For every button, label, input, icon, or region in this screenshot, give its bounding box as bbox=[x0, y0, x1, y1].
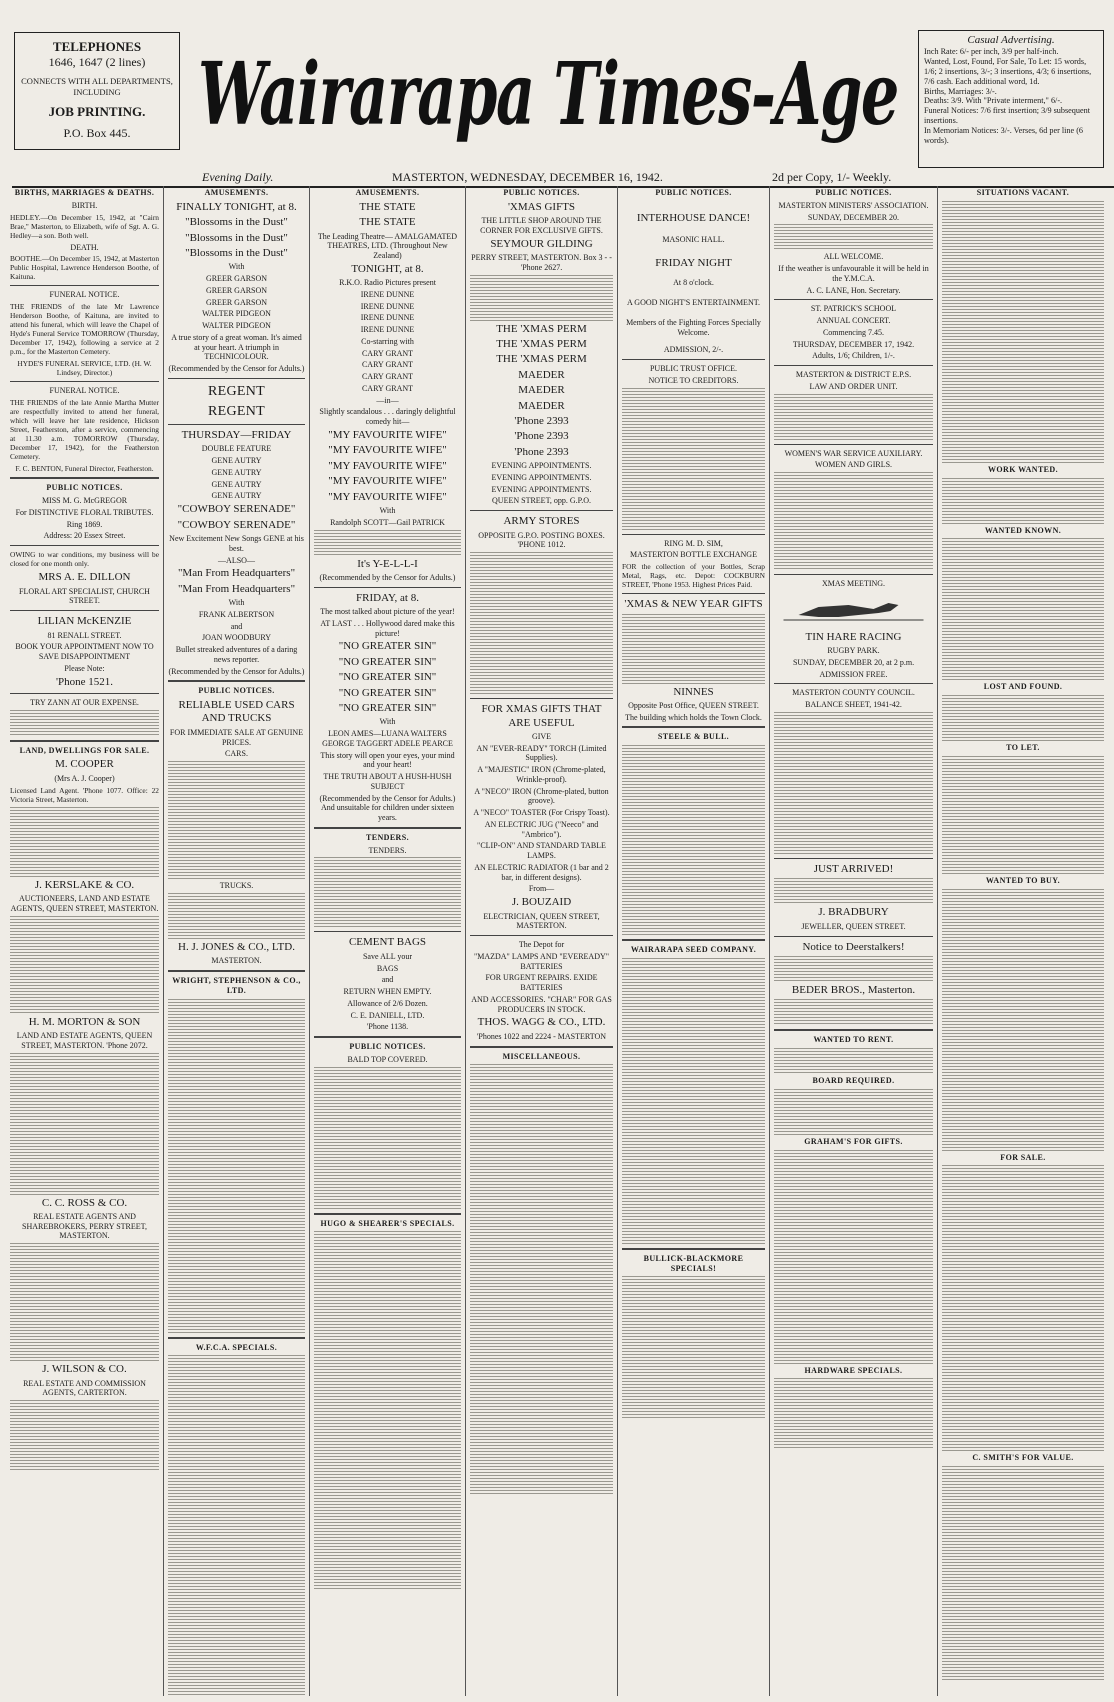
star-name: GENE AUTRY bbox=[211, 479, 262, 489]
star-name: LEON AMES—LUANA WALTERS GEORGE TAGGERT ADELE PEARCE bbox=[322, 729, 453, 748]
ad-name: MAEDER bbox=[518, 368, 565, 381]
ad-line: BAGS bbox=[376, 963, 399, 973]
ad-headline: FOR XMAS GIFTS THAT ARE USEFUL bbox=[481, 703, 602, 729]
casual-line: Births, Marriages: 3/-. bbox=[924, 86, 997, 96]
star-name: CARY GRANT bbox=[361, 383, 414, 393]
ad-name: SEYMOUR GILDING bbox=[490, 237, 593, 250]
ad-line: SUNDAY, DECEMBER 20. bbox=[807, 212, 900, 222]
ad-headline: JUST ARRIVED! bbox=[813, 862, 894, 875]
film-title: "NO GREATER SIN" bbox=[338, 671, 437, 684]
ad-line: With bbox=[228, 598, 245, 608]
ad-name: C. C. ROSS & CO. bbox=[41, 1196, 128, 1209]
ad-name: J. KERSLAKE & CO. bbox=[34, 878, 135, 891]
ad-name: C. E. DANIELL, LTD. bbox=[350, 1010, 425, 1020]
ad-line: The building which holds the Town Clock. bbox=[625, 712, 762, 722]
ad-phone: 'Phone 2393 bbox=[514, 430, 569, 443]
ad-line: AT LAST . . . Hollywood dared make this picture! bbox=[320, 618, 455, 638]
star-name: GREER GARSON bbox=[205, 297, 268, 307]
masthead bbox=[6, 6, 1108, 184]
section-heading: WAIRARAPA SEED COMPANY. bbox=[630, 945, 757, 955]
ad-name: LILIAN McKENZIE bbox=[37, 615, 132, 628]
ad-line: The most talked about picture of the year! bbox=[320, 607, 455, 617]
ad-name: WOMEN'S WAR SERVICE AUXILIARY. bbox=[784, 448, 923, 458]
ad-phone: 'Phone 2393 bbox=[514, 415, 569, 427]
ad-line: FLORAL ART SPECIALIST, CHURCH STREET. bbox=[19, 586, 150, 606]
star-name: CARY GRANT bbox=[361, 360, 414, 370]
section-heading: LOST AND FOUND. bbox=[983, 682, 1063, 692]
tel-pobox: P.O. Box 445. bbox=[63, 125, 131, 140]
ad-line: "CLIP-ON" AND STANDARD TABLE LAMPS. bbox=[477, 841, 606, 861]
dateline: MASTERTON, WEDNESDAY, DECEMBER 16, 1942. bbox=[392, 170, 663, 184]
ad-line: RUGBY PARK. bbox=[827, 646, 880, 656]
ad-name: M. COOPER bbox=[55, 758, 114, 771]
ad-headline: FRIDAY NIGHT bbox=[655, 256, 732, 269]
death-heading: DEATH. bbox=[70, 242, 99, 252]
ad-line: MASONIC HALL. bbox=[662, 235, 725, 245]
film-title: "NO GREATER SIN" bbox=[338, 655, 437, 668]
funeral-signature: HYDE'S FUNERAL SERVICE, LTD. (H. W. Lindsey, Director.) bbox=[17, 359, 152, 378]
ad-phone: 'Phone 1521. bbox=[56, 675, 113, 688]
section-heading: STEELE & BULL. bbox=[657, 732, 730, 742]
section-heading: PUBLIC NOTICES. bbox=[503, 188, 580, 197]
ad-line: With bbox=[379, 717, 396, 727]
star-name: IRENE DUNNE bbox=[360, 289, 415, 299]
star-name: CARY GRANT bbox=[361, 348, 414, 358]
star-name: GENE AUTRY bbox=[211, 456, 262, 466]
column-1 bbox=[6, 186, 164, 1696]
ad-line: GIVE bbox=[531, 731, 552, 741]
ad-line: Opposite Post Office, QUEEN STREET. bbox=[628, 700, 759, 710]
ad-line: THURSDAY, DECEMBER 17, 1942. bbox=[792, 339, 915, 349]
star-name: WALTER PIDGEON bbox=[202, 321, 271, 331]
section-heading: WANTED KNOWN. bbox=[984, 525, 1062, 535]
section-heading: BULLICK-BLACKMORE SPECIALS! bbox=[643, 1253, 744, 1273]
film-title: "MY FAVOURITE WIFE" bbox=[328, 475, 447, 488]
ad-name: MAEDER bbox=[518, 399, 565, 412]
ad-line: It's Y-E-L-L-I bbox=[357, 557, 418, 570]
film-title: "COWBOY SERENADE" bbox=[177, 503, 296, 516]
ad-line: —in— bbox=[376, 395, 399, 405]
tel-job-printing: JOB PRINTING. bbox=[48, 103, 146, 119]
film-title: "Blossoms in the Dust" bbox=[185, 231, 288, 244]
tel-connects: CONNECTS WITH ALL DEPARTMENTS, INCLUDING bbox=[21, 76, 173, 97]
ad-name: MASTERTON & DISTRICT E.P.S. bbox=[795, 370, 912, 379]
ad-name: MASTERTON COUNTY COUNCIL. bbox=[792, 688, 915, 698]
ad-line: THURSDAY—FRIDAY bbox=[181, 429, 292, 442]
ad-line: AND ACCESSORIES. "CHAR" FOR GAS PRODUCERS IN STOCK. bbox=[471, 994, 612, 1014]
ad-headline: RELIABLE USED CARS AND TRUCKS bbox=[178, 699, 295, 725]
star-name: GREER GARSON bbox=[205, 274, 268, 284]
ad-line: ELECTRICIAN, QUEEN STREET, MASTERTON. bbox=[483, 911, 600, 931]
ad-line: RETURN WHEN EMPTY. bbox=[343, 987, 432, 996]
casual-line: Wanted, Lost, Found, For Sale, To Let: 15 words, 1/6; 2 insertions, 3/-; 3 insertions, 4/3; 6 insertions, 7/6 cash. Each additional word, 1d. bbox=[924, 57, 1092, 86]
ad-line: With bbox=[228, 262, 245, 272]
ad-line: XMAS MEETING. bbox=[821, 579, 886, 588]
section-heading: BOARD REQUIRED. bbox=[812, 1076, 895, 1086]
ad-headline: THE 'XMAS PERM bbox=[496, 337, 587, 350]
ad-line: 81 RENALL STREET. bbox=[47, 630, 122, 640]
section-heading: LAND, DWELLINGS FOR SALE. bbox=[19, 745, 150, 755]
section-heading: TENDERS. bbox=[366, 832, 409, 842]
ad-name: MRS A. E. DILLON bbox=[38, 571, 131, 584]
column-6 bbox=[770, 186, 938, 1696]
ad-line: TENDERS. bbox=[368, 845, 407, 855]
ad-name: J. BRADBURY bbox=[818, 906, 889, 919]
theatre-name: THE STATE bbox=[359, 216, 416, 229]
film-title: "MY FAVOURITE WIFE" bbox=[328, 490, 447, 503]
section-heading: MISCELLANEOUS. bbox=[502, 1051, 581, 1061]
censor-note: (Recommended by the Censor for Adults.) And unsuitable for children under sixteen years. bbox=[319, 793, 456, 823]
casual-line: Funeral Notices: 7/6 first insertion; 3/9 subsequent insertions. bbox=[924, 106, 1091, 126]
ad-name: NINNES bbox=[673, 685, 714, 698]
star-name: JOAN WOODBURY bbox=[202, 633, 271, 643]
ad-line: The Leading Theatre— AMALGAMATED THEATRES, LTD. (Throughout New Zealand) bbox=[317, 231, 458, 261]
ad-line: Slightly scandalous . . . daringly delightful comedy hit— bbox=[319, 407, 456, 427]
ad-line: NOTICE TO CREDITORS. bbox=[648, 375, 739, 385]
column-4 bbox=[466, 186, 618, 1696]
ad-line: BOOK YOUR APPOINTMENT NOW TO SAVE DISAPPOINTMENT bbox=[15, 642, 154, 662]
ad-line: JEWELLER, QUEEN STREET. bbox=[801, 921, 906, 931]
ad-line: —ALSO— bbox=[218, 555, 255, 565]
censor-note: (Recommended by the Censor for Adults.) bbox=[319, 572, 456, 582]
theatre-name: THE STATE bbox=[359, 200, 416, 213]
star-name: IRENE DUNNE bbox=[360, 301, 415, 311]
dateline-bar bbox=[12, 168, 1114, 188]
telephone-box bbox=[14, 32, 180, 150]
funeral-notice: THE FRIENDS of the late Annie Martha Mutter are respectfully invited to attend her funeral, which will leave her late residence, Hickson Street, Featherston, after a service, commencing at 11.30 a.m. TOMORROW (Thursday, December 17, 1942), for the Featherston Cemetery. bbox=[10, 398, 159, 462]
ad-line: A true story of a great woman. It's aimed at your heart. A triumph in TECHNICOLOUR. bbox=[171, 332, 302, 362]
ad-headline: TIN HARE RACING bbox=[805, 630, 902, 643]
ad-line: AUCTIONEERS, LAND AND ESTATE AGENTS, QUEEN STREET, MASTERTON. bbox=[10, 894, 159, 913]
ad-line: Allowance of 2/6 Dozen. bbox=[347, 998, 428, 1008]
section-heading: FOR SALE. bbox=[1000, 1152, 1046, 1162]
section-heading: SITUATIONS VACANT. bbox=[976, 188, 1070, 197]
ad-line: 'Phone 1138. bbox=[366, 1022, 409, 1032]
column-2 bbox=[164, 186, 310, 1696]
edition: Evening Daily. bbox=[202, 170, 274, 184]
ad-line: DOUBLE FEATURE bbox=[201, 444, 272, 454]
film-title: "MY FAVOURITE WIFE" bbox=[328, 444, 447, 457]
ad-name: MAEDER bbox=[518, 384, 565, 397]
ad-name: MASTERTON MINISTERS' ASSOCIATION. bbox=[778, 200, 929, 210]
ad-line: EVENING APPOINTMENTS. bbox=[491, 461, 592, 471]
section-heading: WANTED TO RENT. bbox=[813, 1035, 894, 1045]
ad-headline: THE 'XMAS PERM bbox=[496, 322, 587, 335]
star-name: Randolph SCOTT—Gail PATRICK bbox=[330, 517, 445, 527]
casual-advertising-box bbox=[918, 30, 1104, 168]
ad-line: The Depot for bbox=[518, 940, 565, 950]
section-heading: PUBLIC NOTICES. bbox=[655, 188, 732, 197]
ad-name: BEDER BROS., Masterton. bbox=[791, 983, 916, 996]
funeral-heading: FUNERAL NOTICE. bbox=[49, 290, 120, 300]
column-7 bbox=[938, 186, 1108, 1696]
ad-line: ANNUAL CONCERT. bbox=[816, 316, 891, 325]
birth-notice: HEDLEY.—On December 15, 1942, at "Cairn Brae," Masterton, to Elizabeth, wife of Sgt. A. G. Hedley—a son. Both well. bbox=[10, 212, 159, 240]
ad-line: OPPOSITE G.P.O. POSTING BOXES. 'PHONE 1012. bbox=[478, 530, 605, 550]
ad-line: "MAZDA" LAMPS AND "EVEREADY" BATTERIES bbox=[473, 951, 610, 971]
film-title: "Blossoms in the Dust" bbox=[185, 246, 288, 259]
ad-line: CARS. bbox=[225, 749, 248, 759]
funeral-notice: THE FRIENDS of the late Mr Lawrence Henderson Boothe, of Kaituna, are invited to attend his funeral, which will leave the Chapel of Hyde's Funeral Service TOMORROW (Thursday, December 17, 1942), following a service at 2 p.m., for the Masterton Cemetery. bbox=[10, 302, 159, 357]
ad-line: LAW AND ORDER UNIT. bbox=[809, 381, 898, 391]
ad-line: ADMISSION FREE. bbox=[819, 669, 888, 679]
ad-name: MISS M. G. McGREGOR bbox=[41, 496, 128, 506]
film-title: "Man From Headquarters" bbox=[177, 582, 296, 595]
columns bbox=[6, 186, 1108, 1696]
ad-line: AN ELECTRIC RADIATOR (1 bar and 2 bar, in different designs). bbox=[474, 862, 609, 882]
ad-headline: CEMENT BAGS bbox=[348, 936, 427, 949]
ad-line: TRY ZANN AT OUR EXPENSE. bbox=[30, 697, 139, 707]
ad-line: MASTERTON. bbox=[211, 956, 262, 966]
ad-line: Adults, 1/6; Children, 1/-. bbox=[812, 351, 895, 361]
film-title: "Blossoms in the Dust" bbox=[185, 216, 288, 229]
ad-line: Address: 20 Essex Street. bbox=[43, 531, 126, 541]
ad-line: 'Phones 1022 and 2224 - MASTERTON bbox=[476, 1031, 607, 1041]
ad-line: Commencing 7.45. bbox=[822, 327, 885, 337]
casual-line: Inch Rate: 6/- per inch, 3/9 per half-inch. bbox=[924, 47, 1059, 57]
ad-line: (Mrs A. J. Cooper) bbox=[54, 773, 115, 783]
ad-line: THE LITTLE SHOP AROUND THE CORNER FOR EXCLUSIVE GIFTS. bbox=[480, 216, 603, 235]
ad-line: PUBLIC TRUST OFFICE. bbox=[649, 364, 738, 374]
ad-line: ADMISSION, 2/-. bbox=[663, 345, 724, 355]
ad-line: PERRY STREET, MASTERTON. Box 3 - - 'Phone 2627. bbox=[471, 253, 612, 272]
ad-line: TONIGHT, at 8. bbox=[351, 262, 424, 275]
ad-name: H. M. MORTON & SON bbox=[28, 1015, 141, 1028]
section-heading: PUBLIC NOTICES. bbox=[349, 1042, 426, 1051]
casual-line: Deaths: 3/9. With "Private interment," 6/-. bbox=[924, 96, 1063, 106]
column-5 bbox=[618, 186, 770, 1696]
ad-line: EVENING APPOINTMENTS. bbox=[491, 472, 592, 482]
ad-name: H. J. JONES & CO., LTD. bbox=[178, 940, 295, 953]
funeral-signature: F. C. BENTON, Funeral Director, Featherston. bbox=[15, 464, 154, 474]
ad-line: With bbox=[379, 506, 396, 515]
ad-line: THE TRUTH ABOUT A HUSH-HUSH SUBJECT bbox=[323, 772, 452, 791]
ad-name: J. BOUZAID bbox=[511, 896, 572, 909]
section-heading: C. SMITH'S FOR VALUE. bbox=[972, 1453, 1074, 1463]
tel-heading: TELEPHONES bbox=[52, 39, 142, 54]
section-heading: PUBLIC NOTICES. bbox=[46, 483, 123, 493]
film-title: "NO GREATER SIN" bbox=[338, 686, 437, 699]
ad-line: Co-starring with bbox=[361, 336, 414, 346]
ad-name: ARMY STORES bbox=[503, 515, 580, 528]
ad-line: FOR the collection of your Bottles, Scrap Metal, Rags, etc. Depot: COCKBURN STREET, 'Phone 1953. Highest Prices Paid. bbox=[622, 562, 765, 590]
ad-line: MASTERTON BOTTLE EXCHANGE bbox=[630, 550, 757, 560]
ad-line: A "NECO" TOASTER (For Crispy Toast). bbox=[473, 808, 610, 818]
star-name: WALTER PIDGEON bbox=[202, 309, 271, 319]
ad-headline: Notice to Deerstalkers! bbox=[802, 940, 905, 953]
ad-line: If the weather is unfavourable it will be held in the Y.M.C.A. bbox=[778, 264, 929, 283]
ad-line: Please Note: bbox=[64, 663, 105, 673]
ad-headline: 'XMAS & NEW YEAR GIFTS bbox=[624, 598, 763, 611]
masthead-title bbox=[186, 12, 911, 162]
ad-headline: THE 'XMAS PERM bbox=[496, 353, 587, 366]
section-heading: AMUSEMENTS. bbox=[204, 188, 269, 197]
ad-line: REAL ESTATE AND COMMISSION AGENTS, CARTERTON. bbox=[23, 1378, 146, 1398]
star-name: GENE AUTRY bbox=[211, 467, 262, 477]
ad-line: R.K.O. Radio Pictures present bbox=[339, 278, 436, 288]
ad-line: and bbox=[381, 975, 394, 985]
ad-line: A "NECO" IRON (Chrome-plated, button groove). bbox=[474, 786, 609, 806]
ad-line: REAL ESTATE AGENTS AND SHAREBROKERS, PERRY STREET, MASTERTON. bbox=[22, 1211, 147, 1241]
ad-line: WOMEN AND GIRLS. bbox=[814, 460, 893, 470]
casual-line: In Memoriam Notices: 3/-. Verses, 6d per line (6 words). bbox=[924, 125, 1084, 145]
star-name: IRENE DUNNE bbox=[360, 325, 415, 335]
ad-line: FRIDAY, at 8. bbox=[356, 591, 419, 604]
ad-headline: 'XMAS GIFTS bbox=[507, 200, 576, 213]
ad-line: FINALLY TONIGHT, at 8. bbox=[176, 200, 297, 213]
ad-line: A "MAJESTIC" IRON (Chrome-plated, Wrinkle-proof). bbox=[477, 765, 606, 784]
ad-line: EVENING APPOINTMENTS. bbox=[491, 484, 592, 494]
film-title: "COWBOY SERENADE" bbox=[177, 518, 296, 531]
ad-line: A GOOD NIGHT'S ENTERTAINMENT. bbox=[626, 298, 761, 308]
star-name: IRENE DUNNE bbox=[360, 313, 415, 323]
ad-line: FOR IMMEDIATE SALE AT GENUINE PRICES. bbox=[169, 727, 304, 747]
price: 2d per Copy, 1/- Weekly. bbox=[772, 170, 892, 184]
section-heading: AMUSEMENTS. bbox=[355, 188, 420, 197]
ad-line: New Excitement New Songs GENE at his best. bbox=[169, 534, 304, 553]
ad-line: ALL WELCOME. bbox=[823, 252, 884, 262]
column-3 bbox=[310, 186, 466, 1696]
death-notice: BOOTHE.—On December 15, 1942, at Masterton Public Hospital, Lawrence Henderson Boothe, of Kaituna. bbox=[10, 254, 160, 282]
ad-line: At 8 o'clock. bbox=[673, 278, 714, 288]
star-name: CARY GRANT bbox=[361, 372, 414, 382]
ad-line: AN "EVER-READY" TORCH (Limited Supplies). bbox=[476, 743, 607, 763]
section-heading: WORK WANTED. bbox=[988, 464, 1058, 474]
section-heading: HARDWARE SPECIALS. bbox=[804, 1365, 903, 1375]
censor-note: (Recommended by the Censor for Adults.) bbox=[168, 364, 305, 374]
section-heading: WRIGHT, STEPHENSON & CO., LTD. bbox=[172, 976, 301, 995]
masthead-title-text: Wairarapa Times-Age bbox=[198, 44, 898, 145]
film-title: "MY FAVOURITE WIFE" bbox=[328, 459, 447, 472]
star-name: GENE AUTRY bbox=[211, 491, 262, 501]
greyhound-illustration bbox=[774, 595, 933, 623]
ad-line: Ring 1869. bbox=[66, 519, 103, 529]
ad-headline: INTERHOUSE DANCE! bbox=[636, 211, 751, 224]
ad-line: AN ELECTRIC JUG ("Neeco" and "Ambrico"). bbox=[484, 819, 599, 839]
star-name: GREER GARSON bbox=[205, 285, 268, 295]
theatre-name: REGENT bbox=[207, 383, 265, 399]
section-heading: W.F.C.A. SPECIALS. bbox=[195, 1342, 278, 1352]
birth-heading: BIRTH. bbox=[71, 200, 98, 210]
ad-name: RING M. D. SIM, bbox=[664, 538, 723, 548]
film-title: "Man From Headquarters" bbox=[177, 567, 296, 580]
ad-name: THOS. WAGG & CO., LTD. bbox=[477, 1016, 606, 1029]
section-heading: WANTED TO BUY. bbox=[985, 875, 1061, 885]
section-heading: PUBLIC NOTICES. bbox=[198, 686, 275, 696]
section-heading: HUGO & SHEARER'S SPECIALS. bbox=[320, 1218, 455, 1228]
ad-line: Save ALL your bbox=[362, 951, 413, 961]
funeral-heading: FUNERAL NOTICE. bbox=[49, 386, 120, 396]
ad-line: BALD TOP COVERED. bbox=[347, 1054, 428, 1064]
ad-line: For DISTINCTIVE FLORAL TRIBUTES. bbox=[15, 507, 154, 517]
ad-line: Members of the Fighting Forces Specially Welcome. bbox=[626, 317, 761, 337]
ad-line: This story will open your eyes, your mind and your heart! bbox=[320, 750, 455, 770]
section-heading: PUBLIC NOTICES. bbox=[815, 188, 892, 197]
tel-numbers: 1646, 1647 (2 lines) bbox=[48, 55, 146, 70]
ad-phone: 'Phone 2393 bbox=[514, 445, 569, 458]
ad-line: BALANCE SHEET, 1941-42. bbox=[805, 700, 902, 710]
ad-line: FOR URGENT REPAIRS. EXIDE BATTERIES bbox=[485, 973, 598, 993]
theatre-name: REGENT bbox=[207, 403, 265, 419]
notice: OWING to war conditions, my business will be closed for one month only. bbox=[10, 550, 159, 569]
ad-line: LAND AND ESTATE AGENTS, QUEEN STREET, MASTERTON. 'Phone 2072. bbox=[16, 1031, 153, 1050]
film-title: "NO GREATER SIN" bbox=[338, 640, 437, 653]
ad-line: TRUCKS. bbox=[219, 881, 254, 891]
film-title: "MY FAVOURITE WIFE" bbox=[328, 428, 447, 441]
censor-note: (Recommended by the Censor for Adults.) bbox=[168, 666, 305, 676]
ad-line: From— bbox=[528, 884, 555, 894]
ad-line: and bbox=[230, 621, 243, 631]
section-heading: BIRTHS, MARRIAGES & DEATHS. bbox=[14, 188, 155, 197]
section-heading: TO LET. bbox=[1006, 743, 1040, 752]
casual-heading: Casual Advertising. bbox=[967, 34, 1055, 46]
ad-name: ST. PATRICK'S SCHOOL bbox=[810, 304, 897, 314]
ad-name: J. WILSON & CO. bbox=[42, 1363, 127, 1376]
ad-line: Licensed Land Agent. 'Phone 1077. Office: 22 Victoria Street, Masterton. bbox=[10, 785, 159, 804]
film-title: "NO GREATER SIN" bbox=[338, 701, 437, 714]
ad-line: SUNDAY, DECEMBER 20, at 2 p.m. bbox=[792, 657, 915, 667]
star-name: FRANK ALBERTSON bbox=[198, 609, 275, 619]
ad-line: A. C. LANE, Hon. Secretary. bbox=[806, 285, 901, 295]
section-heading: GRAHAM'S FOR GIFTS. bbox=[804, 1136, 903, 1146]
ad-line: Bullet streaked adventures of a daring news reporter. bbox=[175, 645, 298, 664]
ad-line: QUEEN STREET, opp. G.P.O. bbox=[492, 496, 591, 506]
